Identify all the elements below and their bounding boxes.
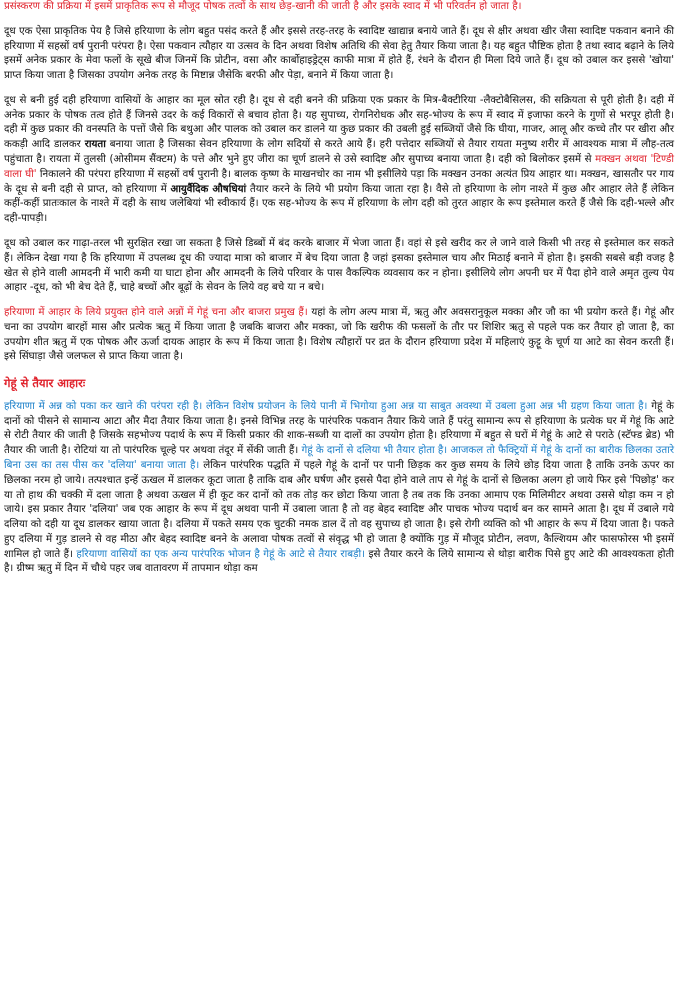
- curd-paragraph: [4, 94, 674, 227]
- intro-paragraph: [4, 0, 674, 15]
- wheat-paragraph: [4, 400, 674, 577]
- wheat-highlight-3: हरियाणा वासियों का एक अन्य पारंपरिक भोजन है गेहूं के आटे से तैयार राबड़ी।: [76, 548, 365, 560]
- curd-text-4: तैयार करने के लिये भी प्रयोग किया जाता रहा है। वैसे तो हरियाणा के लोग नाश्ते में कुछ और आहार लेते हैं लेकिन कहीं-कहीं प्रातःकाल के नाश्ते में दही के साथ जलेबियां भी स्वीकार्य हैं। एक सह-भोज्य के रूप में हरियाणा के लोग दही को तुरत आहार के रूप इस्तेमाल करते हैं जैसे कि दही-भल्ले और दही-पापड़ी।: [4, 183, 674, 225]
- wheat-text-1: गेहूं के दानों को पीसने से सामान्य आटा और मैदा तैयार किया जाता है। इनसे विभिन्न तरह के पारंपरिक पकवान तैयार किये जाते हैं परंतु सामान्य रूप से हरियाणा के प्रत्येक घर में गेहूं कि आटे से रोटी तैयार की जाती है जिसके सहभोज्य पदार्थ के रूप में किसी प्रकार की शाक-सब्जी या दालों का उपयोग होता है। हरियाणा में बहुत से घरों में गेहूं के आटे से पराठे (स्टॅफ्ड ब्रेड) भी तैयार की जाती है। रोटियां या तो पारंपरिक चूल्हे पर अथवा तंदूर में सेंकी जाती हैं।: [4, 400, 675, 457]
- thick-milk-paragraph: दूध को उबाल कर गाढ़ा-तरल भी सुरक्षित रखा जा सकता है जिसे डिब्बों में बंद करके बाजार में भेजा जाता हैं। वहां से इसे खरीद कर ले जाने वाले किसी भी तरह से इस्तेमाल कर सकते हैं। लेकिन देखा गया है कि हरियाणा में उपलब्ध दूध की ज्यादा मात्रा को बाजार में बेच दिया जाता है जहां इसका इस्तेमाल चाय और मिठाई बनाने में होता है। इसकी सबसे बड़ी वजह है खेत से होने वाली आमदनी में भारी कमी या घाटा होना और आमदनी के लिये परिवार के पास वैकल्पिक व्यवसाय कर न होना। इसीलिये लोग अपनी घर में पैदा होने वाले अमृत तुल्य पेय आहार -दूध, को भी बेच देते हैं, चाहे बच्चों और बूढ़ों के सेवन के लिये वह बचे या न बचे।: [4, 237, 674, 294]
- curd-text-1: दूध से बनी हुई दही हरियाणा वासियों के आहार का मूल स्रोत रही है। दूध से दही बनने की प्रक्रिया एक प्रकार के मित्र-बैक्टीरिया -लैक्टोबैसिलस, की सक्रियता से पूरी होती है। दही में अनेक प्रकार के पोषक तत्व होते हैं जिनसे उदर के कई विकारों से बचाव होता है। यह सुपाच्य, रोगनिरोधक और सह-भोज्य के रूप में स्वाद में इजाफा करने के गुणों से भरपूर होती है। दही में कुछ प्रकार की वनस्पति के पत्तों जैसे कि बथुआ और पालक को उबाल कर डालने या कुछ प्रकार की उबली हुई सब्जियों जैसे कि घीया, गाजर, आलू और कच्चे तौर पर खीरा और ककड़ी आदि डालकर: [4, 94, 674, 151]
- section-heading-wheat: गेहूं से तैयार आहारः: [4, 376, 86, 391]
- milk-paragraph: दूध एक ऐसा प्राकृतिक पेय है जिसे हरियाणा के लोग बहुत पसंद करते हैं और इससे तरह-तरह के स्वादिष्ट खाद्यान्न बनाये जाते हैं। दूध से क्षीर अथवा खीर जैसा स्वादिष्ट पकवान बनाने की हरियाणा में सहस्रों वर्ष पुरानी परंपरा है। ऐसा पकवान त्यौहार या उत्सव के दिन अथवा विशेष अतिथि की सेवा हेतु तैयार किया जाता है। यह बहुत पौष्टिक होता है तथा स्वाद बढ़ाने के लिये इसमें अनेक प्रकार के मेवा फलों के सूखे बीज जिनमें कि प्रोटीन, वसा और कार्बोहाइड्रेट्स काफी मात्रा में होते हैं, रंधने के दौरान ही मिला दिये जाते हैं। दूध को उबाल कर इससे 'खोया' प्राप्त किया जाता है जिसका उपयोग अनेक तरह के मिष्टान्न जैसेकि बरफी और पेड़ा, बनाने में किया जाता है।: [4, 25, 674, 82]
- ayurvedic-term: आयुर्वैदिक औषधियां: [170, 183, 247, 195]
- grains-paragraph: [4, 306, 674, 365]
- curd-text-2: बनाया जाता है जिसका सेवन हरियाणा के लोग सदियों से करते आये हैं। हरी पत्तेदार सब्जियों से तैयार रायता मनुष्य शरीर में आवश्यक मात्रा में लौह-तत्व पहुंचाता है। रायता में तुलसी (ओसीमम सैंक्टम) के पत्ते और भुने हुए जीरा का चूर्ण डालने से उसे स्वादिष्ट और सुपाच्य बनाया जाता है। दही को बिलोकर इसमें से: [4, 139, 674, 166]
- grains-highlight: हरियाणा में आहार के लिये प्रयुक्त होने वाले अन्नों में गेहूं चना और बाजरा प्रमुख हैं।: [4, 307, 308, 319]
- curd-text-3: निकालने की परंपरा हरियाणा में सहस्रों वर्ष पुरानी है। बालक कृष्ण के माखनचोर का नाम भी इसीलिये पड़ा कि मक्खन उनका अत्यंत प्रिय आहार था। मक्खन, खासतौर पर गाय के दूध से बनी दही से प्राप्त, को हरियाणा में: [4, 168, 675, 195]
- wheat-text-2: लेकिन पारंपरिक पद्धति में पहले गेहूं के दानों पर पानी छिड़क कर कुछ समय के लिये छोड़ दिया जाता है ताकि उनके ऊपर का छिलका नरम हो जाये। तत्पश्चात इन्हें ऊखल में डालकर कूटा जाता है ताकि दाब और घर्षण और इससे पैदा होने वाले ताप से गेहूं के दानों से छिलका अलग हो जाये फिर इसे 'पिछोड़' कर या तो हाथ की चक्की में दला जाता है अथवा ऊखल में ही कूट कर दानों को तक तोड़ कर छोटा किया जाता है तब तक कि उनका आमाप एक मिलिमीटर अथवा उससे थोड़ा कम न हो जाये। इस प्रकार तैयार 'दलिया' जब एक आहार के रूप में दूध अथवा पानी में उबाला जाता है तो वह बेहद स्वादिष्ट और पाचक भोज्य पदार्थ बन कर सामने आता है। दूध में उबाले गये दलिया को दही या दूध डालकर खाया जाता है। दलिया में पकते समय एक चुटकी नमक डाल दें तो वह सुपाच्य हो जाता है। इसे रोगी व्यक्ति को भी आहार के रूप में दिया जाता है। पकते हुए दलिया में गुड़ डालने से वह मीठा और बेहद स्वादिष्ट बनने के अलावा पोषक तत्वों से संवृद्ध भी हो जाता है क्योंकि गुड़ में मौजूद प्रोटीन, लवण, कैल्शियम और फासफोरस भी इसमें शामिल हो जाते हैं।: [4, 459, 674, 560]
- raita-term: रायता: [84, 139, 106, 151]
- grains-text: यहां के लोग अल्प मात्रा में, ऋतु और अवसरानुकूल मक्का और जौ का भी प्रयोग करते हैं। गेहूं और चना का उपयोग बारहों मास और प्रत्येक ऋतु में किया जाता है जबकि बाजरा और मक्का, जो कि खरीफ की फसलों के तौर पर शिशिर ऋतु से पहले पक कर तैयार हो जाता है, का उपयोग शीत ऋतु में एक पोषक और ऊर्जा दायक आहार के रूप में किया जाता है। विशेष त्यौहारों पर व्रत के दौरान हरियाणा प्रदेश में महिलाएं कुट्टू के चूर्ण या आटे का सेवन करती हैं। इसे सिंघाड़ा जैसे जलफल से प्राप्त किया जाता है।: [4, 307, 674, 363]
- makkhan-highlight: मक्खन अथवा 'टिण्डी वाला घी': [4, 154, 674, 180]
- wheat-highlight-1: हरियाणा में अन्न को पका कर खाने की परंपरा रही है। लेकिन विशेष प्रयोजन के लिये पानी में भिगोया हुआ अन्न या साबुत अवस्था में उबला हुआ अन्न भी ग्रहण किया जाता है।: [4, 400, 648, 412]
- intro-highlight: प्रसंस्करण की प्रक्रिया में इसमें प्राकृतिक रूप से मौजूद पोषक तत्वों के साथ छेड़-खानी की जाती है और इसके स्वाद में भी परिवर्तन हो जाता है।: [4, 1, 522, 12]
- wheat-highlight-2: गेहूं के दानों से दलिया भी तैयार होता है। आजकल तो फैक्ट्रियों में गेहूं के दानों का बारीक छिलका उतारे बिना उस का तस पीस कर 'दलिया' बनाया जाता है।: [4, 445, 674, 471]
- wheat-text-3: इसे तैयार करने के लिये सामान्य से थोड़ा बारीक पिसे हुए आटे की आवश्यकता होती है। ग्रीष्म ऋतु में दिन में चौथे पहर जब वातावरण में तापमान थोड़ा कम: [4, 548, 674, 575]
